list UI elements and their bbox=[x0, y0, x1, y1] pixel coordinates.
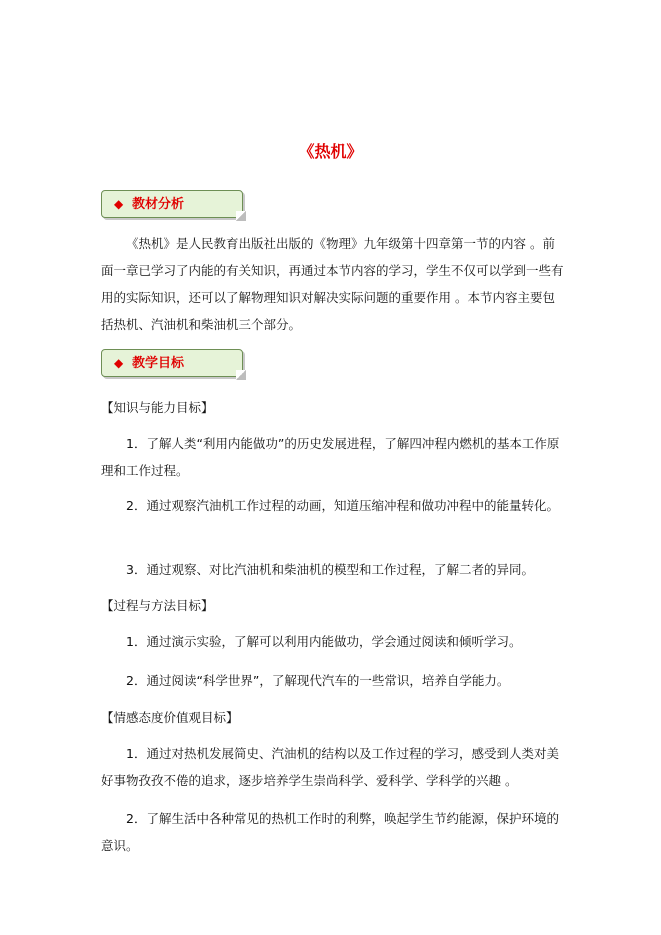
knowledge-item-3: 3．通过观察、对比汽油机和柴油机的模型和工作过程，了解二者的异同。 bbox=[126, 562, 534, 577]
section-label-analysis: 教材分析 bbox=[132, 197, 185, 212]
process-item-1: 1．通过演示实验，了解可以利用内能做功，学会通过阅读和倾听学习。 bbox=[126, 634, 522, 649]
analysis-paragraph: 《热机》是人民教育出版社出版的《物理》九年级第十四章第一节的内容 。前面一章已学习了内能的有关知识，再通过本节内容的学习，学生不仅可以学到一些有用的实际知识，还可以了解物理知识对解决实际问题的重要作用 。本节内容主要包括热机、汽油机和柴油机三个部分。 bbox=[101, 236, 564, 332]
section-label-goals: 教学目标 bbox=[132, 356, 185, 371]
emotion-item-2: 2．了解生活中各种常见的热机工作时的利弊，唤起学生节约能源，保护环境的意识。 bbox=[101, 811, 559, 853]
knowledge-item-2: 2．通过观察汽油机工作过程的动画，知道压缩冲程和做功冲程中的能量转化。 bbox=[126, 498, 559, 513]
emotion-heading: 【情感态度价值观目标】 bbox=[101, 710, 239, 725]
knowledge-heading: 【知识与能力目标】 bbox=[101, 400, 214, 415]
process-heading: 【过程与方法目标】 bbox=[101, 598, 214, 613]
diamond-icon: ◆ bbox=[114, 356, 124, 370]
process-item-2: 2．通过阅读“科学世界”，了解现代汽车的一些常识，培养自学能力。 bbox=[126, 673, 510, 688]
section-box-goals bbox=[101, 349, 243, 377]
emotion-item-1: 1．通过对热机发展简史、汽油机的结构以及工作过程的学习，感受到人类对美好事物孜孜不倦的追求，逐步培养学生崇尚科学、爱科学、学科学的兴趣 。 bbox=[101, 746, 559, 788]
diamond-icon: ◆ bbox=[114, 197, 124, 211]
page-curl-decoration bbox=[236, 211, 246, 221]
document-title: 《热机》 bbox=[298, 142, 363, 161]
page-curl-decoration bbox=[236, 370, 246, 380]
knowledge-item-1: 1．了解人类“利用内能做功”的历史发展进程，了解四冲程内燃机的基本工作原理和工作过程。 bbox=[101, 436, 560, 478]
section-box-analysis bbox=[101, 190, 243, 218]
